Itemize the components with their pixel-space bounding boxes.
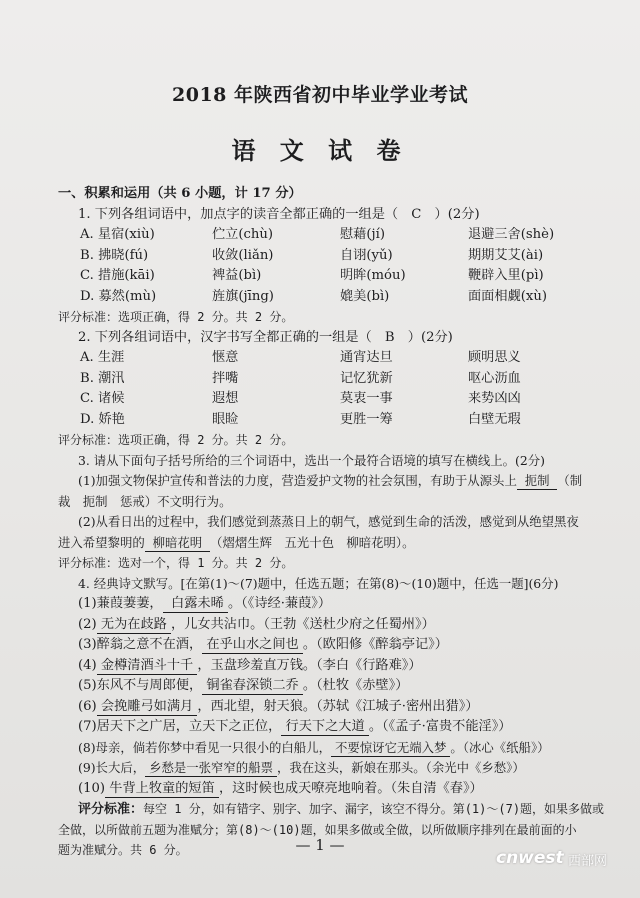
- q4-line-3: [58, 635, 598, 656]
- option-word: 慰藉(jí): [340, 227, 385, 242]
- exam-title: 2018 年陕西省初中毕业学业考试: [172, 84, 468, 106]
- option-word: 惬意: [212, 350, 239, 365]
- q3-sentence-1-cont: 裁 扼制 惩戒）不文明行为。: [58, 493, 232, 509]
- answer-text: 会挽雕弓如满月: [100, 698, 194, 714]
- answer-blank: [97, 699, 198, 716]
- option-word: 明眸(móu): [340, 268, 406, 283]
- question-2-stem: 2. 下列各组词语中，汉字书写全都正确的一组是（ B ）(2分): [78, 329, 453, 345]
- answer-text: 扼制: [524, 473, 550, 488]
- option-word: 媲美(bì): [340, 288, 390, 304]
- answer-text: 乡愁是一张窄窄的船票: [149, 760, 273, 775]
- question-1-stem: 1. 下列各组词语中，加点字的读音全都正确的一组是（ C ）(2分): [78, 206, 480, 222]
- q4-line-5: [58, 676, 598, 697]
- answer-blank: [202, 678, 303, 695]
- option-word: 莫衷一事: [340, 391, 393, 406]
- q1-option-d: [58, 287, 598, 308]
- q1-option-a: [58, 225, 598, 246]
- q2-option-d: [58, 410, 598, 431]
- sentence-text: 进入希望黎明的: [58, 534, 145, 550]
- sentence-text: （熠熠生辉 五光十色 柳暗花明）。: [210, 534, 415, 550]
- q3-sentence-1: [58, 471, 598, 492]
- answer-blank: [97, 658, 198, 675]
- answer-blank: [517, 473, 558, 490]
- line-text: 。（杜牧《赤壁》）: [302, 678, 409, 693]
- answer-blank: [97, 617, 171, 634]
- option-word: 呕心沥血: [468, 370, 521, 386]
- line-text: (8)母亲，倘若你梦中看见一只很小的白船儿，: [78, 739, 331, 755]
- q4-line-6: [58, 697, 598, 718]
- answer-text: 金樽清酒斗十千: [100, 657, 194, 673]
- q3-sentence-2: (2)从看日出的过程中，我们感觉到蒸蒸日上的朝气，感觉到生命的活泼，感觉到从绝望黑夜: [78, 514, 579, 529]
- line-text: ，西北望，射天狼。（苏轼《江城子·密州出猎》）: [197, 698, 479, 714]
- q2-criteria: 评分标准：选项正确，得 2 分。共 2 分。: [58, 433, 294, 447]
- line-text: 。（《诗经·蒹葭》）: [227, 596, 332, 611]
- q2-option-b: [58, 369, 598, 390]
- q4-line-7: [58, 717, 598, 738]
- q4-criteria-3: 题为准赋分。共 6 分。: [58, 843, 188, 857]
- q4-criteria-2: 全做，以所做前五题为准赋分；第(8)～(10)题，如果多做或全做，以所做顺序排列在最前面的小: [58, 822, 577, 837]
- option-word: 期期艾艾(ài): [468, 247, 544, 263]
- option-word: 眼睑: [212, 411, 239, 427]
- option-word: 鞭辟入里(pì): [468, 268, 544, 283]
- line-text: 。（欧阳修《醉翁亭记》）: [302, 637, 448, 652]
- option-word: 白壁无瑕: [468, 411, 521, 427]
- q4-line-8: [58, 738, 598, 759]
- sentence-text: （制: [557, 473, 583, 488]
- q1-option-c: [58, 266, 598, 287]
- q3-sentence-2-cont: [58, 533, 598, 554]
- line-text: (2): [78, 616, 97, 632]
- answer-text: 无为在歧路: [100, 616, 167, 632]
- option-word: A. 生涯: [80, 350, 125, 365]
- page-number: — 1 —: [295, 836, 345, 854]
- line-text: ，儿女共沾巾。（王勃《送杜少府之任蜀州》）: [171, 616, 435, 632]
- option-word: 来势凶凶: [468, 391, 521, 406]
- q4-line-9: [58, 758, 598, 779]
- option-word: 遐想: [212, 391, 239, 406]
- q4-line-4: [58, 656, 598, 677]
- option-word: C. 诸候: [80, 391, 125, 406]
- q4-criteria-1: [58, 799, 605, 820]
- watermark-text: 西部网: [568, 854, 608, 869]
- option-word: 退避三舍(shè): [468, 227, 555, 242]
- option-word: 伫立(chù): [212, 227, 274, 242]
- option-word: D. 娇艳: [80, 411, 125, 427]
- option-word: C. 措施(kāi): [80, 268, 155, 283]
- paper-title: 语 文 试 卷: [231, 136, 409, 165]
- line-text: (9)长大后，: [78, 760, 146, 775]
- q3-criteria: 评分标准：选对一个，得 1 分。共 2 分。: [58, 556, 294, 570]
- question-4-stem: 4. 经典诗文默写。[在第(1)～(7)题中，任选五题；在第(8)～(10)题中，任选一题](6分): [78, 575, 559, 591]
- answer-text: 不要惊讶它无端入梦: [334, 739, 447, 755]
- question-3-stem: 3. 请从下面句子括号所给的三个词语中，选出一个最符合语境的填写在横线上。(2分): [78, 452, 545, 468]
- line-text: ，我在这头，新娘在那头。（余光中《乡愁》）: [276, 760, 525, 775]
- option-word: 通宵达旦: [340, 350, 393, 365]
- line-text: 。（《孟子·富贵不能淫》）: [368, 719, 512, 734]
- criteria-label: 评分标准：: [78, 802, 144, 817]
- line-text: (10): [78, 780, 106, 796]
- answer-blank: [202, 637, 303, 654]
- q1-option-b: [58, 246, 598, 267]
- answer-text: 在乎山水之间也: [206, 637, 299, 652]
- answer-blank: [331, 740, 450, 757]
- exam-content: [58, 184, 605, 861]
- line-text: (4): [78, 657, 97, 673]
- q1-criteria: 评分标准：选项正确，得 2 分。共 2 分。: [58, 310, 294, 324]
- option-word: B. 拂晓(fú): [80, 247, 149, 263]
- answer-text: 柳暗花明: [152, 534, 203, 550]
- answer-blank: [105, 781, 219, 798]
- q4-line-1: [58, 594, 598, 615]
- answer-text: 牛背上牧童的短笛: [109, 780, 215, 796]
- line-text: 。（冰心《纸船》）: [450, 739, 550, 755]
- option-word: D. 募然(mù): [80, 288, 157, 304]
- option-word: A. 星宿(xiù): [80, 227, 155, 242]
- option-word: B. 潮汛: [80, 370, 125, 386]
- section-heading: 一、积累和运用（共 6 小题，计 17 分）: [58, 186, 302, 201]
- option-word: 收敛(liǎn): [212, 247, 274, 263]
- answer-blank: [145, 760, 277, 777]
- line-text: (3)醉翁之意不在酒，: [78, 637, 203, 652]
- line-text: ，这时候也成天嘹亮地响着。（朱自清《春》）: [218, 780, 483, 796]
- q4-line-2: [58, 615, 598, 636]
- criteria-text: 每空 1 分，如有错字、别字、加字、漏字，该空不得分。第(1)～(7)题，如果多做或: [143, 802, 605, 816]
- option-word: 裨益(bì): [212, 268, 262, 283]
- option-word: 记忆犹新: [340, 370, 393, 386]
- option-word: 自诩(yǔ): [340, 247, 393, 263]
- q4-line-10: [58, 779, 598, 800]
- answer-text: 铜雀春深锁二乔: [206, 678, 299, 693]
- option-word: 拌嘴: [212, 370, 239, 386]
- q2-option-c: [58, 389, 598, 410]
- option-word: 面面相觑(xù): [468, 288, 547, 304]
- answer-blank: [163, 596, 228, 613]
- option-word: 更胜一筹: [340, 411, 393, 427]
- answer-text: 白露未晞: [171, 596, 224, 611]
- answer-blank: [281, 719, 369, 736]
- line-text: (7)居天下之广居，立天下之正位，: [78, 719, 282, 734]
- sentence-text: (1)加强文物保护宣传和普法的力度，营造爱护文物的社会氛围，有助于从源头上: [78, 473, 517, 488]
- answer-text: 行天下之大道: [285, 719, 365, 734]
- line-text: (1)蒹葭萋萋，: [78, 596, 163, 611]
- line-text: (6): [78, 698, 97, 714]
- option-word: 旌旗(jīng): [212, 288, 274, 304]
- q2-option-a: [58, 348, 598, 369]
- line-text: ，玉盘珍羞直万钱。（李白《行路难》）: [197, 657, 422, 673]
- answer-blank: [145, 535, 210, 552]
- line-text: (5)东风不与周郎便，: [78, 678, 203, 693]
- option-word: 顾明思义: [468, 350, 521, 365]
- watermark-logo: cnwest: [496, 848, 564, 868]
